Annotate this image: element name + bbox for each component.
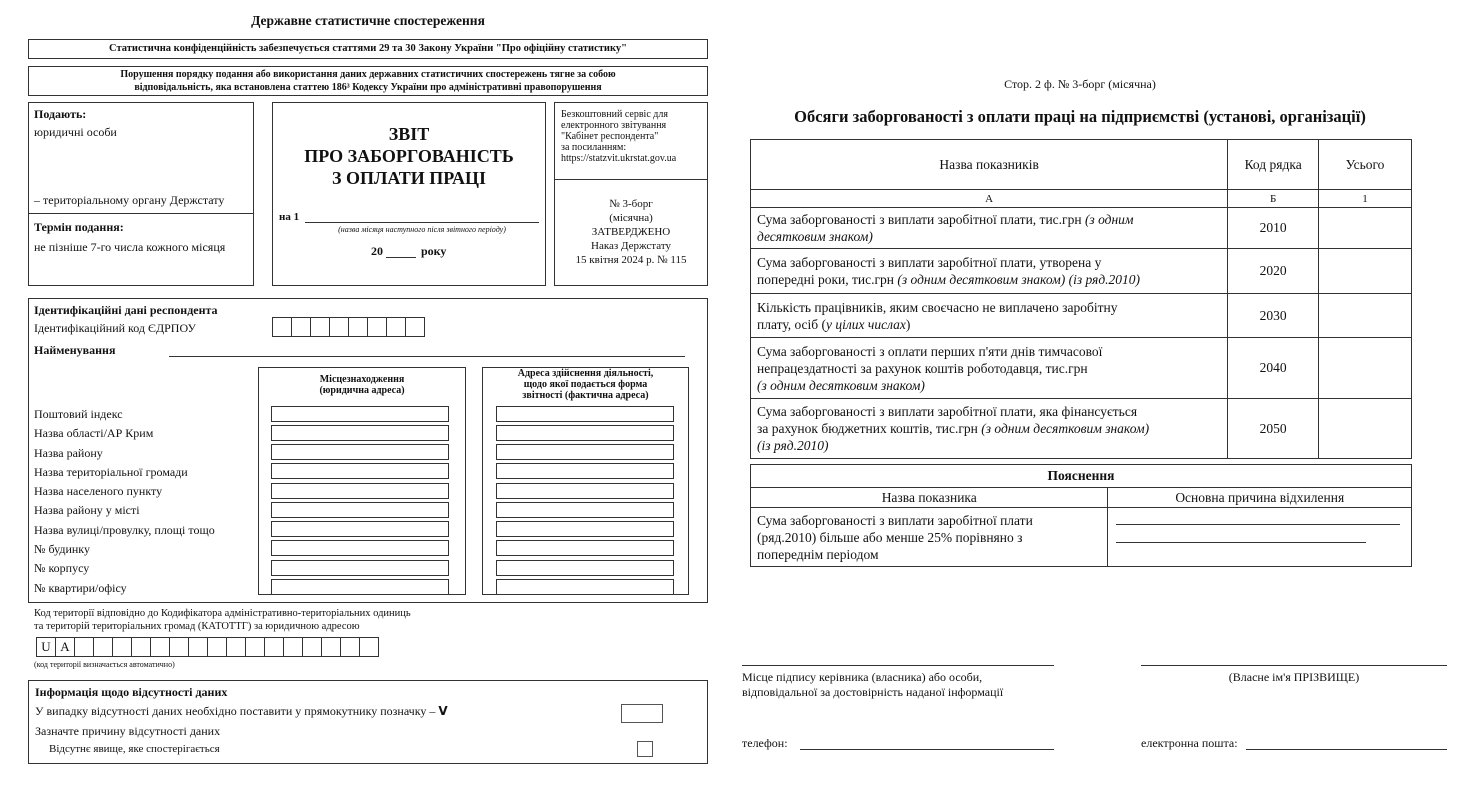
katottg-cell[interactable] — [131, 637, 151, 657]
edrpou-cell[interactable] — [386, 317, 406, 337]
address-label: Назва району — [34, 445, 103, 460]
address-label: № квартири/офісу — [34, 580, 127, 595]
ident-code-label: Ідентифікаційний код ЄДРПОУ — [34, 321, 196, 335]
signature-line[interactable] — [742, 652, 1054, 666]
actual-region-field[interactable] — [496, 425, 674, 441]
violation-note — [28, 66, 708, 96]
sub-a: А — [751, 190, 1228, 208]
submit-label: Подають: — [34, 107, 87, 121]
email-label: електронна пошта: — [1141, 736, 1238, 750]
katottg-cell[interactable] — [93, 637, 113, 657]
address-label: № будинку — [34, 542, 90, 557]
katottg-cell[interactable] — [321, 637, 341, 657]
submitter-box — [28, 102, 254, 286]
row-code: 2040 — [1228, 338, 1319, 399]
name-label: Найменування — [34, 343, 116, 357]
row-total-cell[interactable] — [1319, 208, 1412, 249]
actual-address-title-3: звітності (фактична адреса) — [522, 390, 649, 401]
legal-district-field[interactable] — [271, 444, 449, 460]
address-label: Назва району у місті — [34, 503, 140, 518]
actual-address-title-1: Адреса здійснення діяльності, — [517, 368, 654, 379]
name-signature-label: (Власне ім'я ПРІЗВИЩЕ) — [1228, 670, 1360, 684]
service-box — [554, 102, 708, 286]
row-total-cell[interactable] — [1319, 249, 1412, 294]
katottg-cell[interactable] — [169, 637, 189, 657]
table-row — [751, 338, 1412, 399]
sub-1: 1 — [1319, 190, 1412, 208]
absence-box — [28, 680, 708, 764]
confidentiality-note: Статистична конфіденційність забезпечується статтями 29 та 30 Закону України "Про офіційну статистику" — [28, 39, 708, 59]
page-ref: Стор. 2 ф. № 3-борг (місячна) — [1004, 77, 1156, 91]
report-title — [273, 123, 545, 189]
expl-reason-cell[interactable] — [1108, 508, 1412, 567]
explanation-table — [750, 464, 1412, 567]
address-labels — [34, 407, 215, 600]
signature-label-2: відповідальної за достовірність наданої інформації — [742, 685, 1004, 699]
absence-instruction: У випадку відсутності даних необхідно поставити у прямокутнику позначку – — [35, 704, 436, 718]
violation-line-1: Порушення порядку подання або використання даних державних статистичних спостережень тягне за собою — [120, 69, 616, 80]
col-total: Усього — [1319, 140, 1412, 190]
month-field[interactable] — [305, 211, 539, 223]
katottg-cell-a: A — [55, 637, 75, 657]
row-label: Сума заборгованості з оплати перших п'яти днів тимчасової непрацездатності за рахунок коштів роботодавця, тис.грн (з одним десятковим знаком) — [751, 338, 1228, 399]
expl-title: Пояснення — [751, 465, 1412, 488]
katottg-cell[interactable] — [245, 637, 265, 657]
edrpou-cell[interactable] — [272, 317, 292, 337]
row-code: 2050 — [1228, 399, 1319, 459]
service-text — [561, 109, 676, 164]
term-label: Термін подання: — [34, 220, 124, 234]
legal-block-field[interactable] — [271, 560, 449, 576]
right-title: Обсяги заборгованості з оплати праці на підприємстві (установі, організації) — [794, 107, 1366, 126]
katottg-label-1: Код території відповідно до Кодифікатора адміністративно-територіальних одиниць — [34, 608, 411, 619]
address-label: № корпусу — [34, 561, 90, 576]
actual-building-field[interactable] — [496, 540, 674, 556]
year-field[interactable] — [386, 244, 416, 258]
signature-label — [742, 670, 1003, 700]
report-title-2: ПРО ЗАБОРГОВАНІСТЬ — [304, 146, 514, 166]
form-approved: ЗАТВЕРДЖЕНО — [591, 226, 671, 238]
katottg-label — [34, 607, 411, 633]
katottg-cell[interactable] — [359, 637, 379, 657]
absence-checkbox[interactable] — [621, 704, 663, 723]
legal-apartment-field[interactable] — [271, 579, 449, 595]
edrpou-cell[interactable] — [310, 317, 330, 337]
col-code: Код рядка — [1228, 140, 1319, 190]
service-line-2: електронного звітування — [561, 120, 667, 131]
service-line-4: за посиланням: — [561, 142, 627, 153]
actual-district-field[interactable] — [496, 444, 674, 460]
check-mark-icon: V — [438, 704, 448, 718]
katottg-cell[interactable] — [150, 637, 170, 657]
address-label: Назва вулиці/провулку, площі тощо — [34, 522, 215, 537]
edrpou-cells[interactable] — [272, 317, 424, 337]
katottg-cell[interactable] — [264, 637, 284, 657]
katottg-cell[interactable] — [74, 637, 94, 657]
edrpou-cell[interactable] — [348, 317, 368, 337]
term-value: не пізніше 7-го числа кожного місяця — [34, 240, 226, 254]
expl-text-2: (ряд.2010) більше або менше 25% порівняно з — [757, 529, 1023, 545]
table-row — [751, 249, 1412, 294]
actual-street-field[interactable] — [496, 521, 674, 537]
absence-line — [35, 704, 448, 719]
absence-option-checkbox[interactable] — [637, 741, 653, 757]
row-label: Сума заборгованості з виплати заробітної плати, яка фінансується за рахунок бюджетних коштів, тис.грн (з одним десятковим знаком) (із ряд.2010) — [751, 399, 1228, 459]
form-info — [555, 197, 707, 267]
expl-text-3: попереднім періодом — [757, 546, 879, 562]
row-label: Кількість працівників, яким своєчасно не виплачено заробітну плату, осіб (у цілих числах) — [751, 294, 1228, 338]
survey-header: Державне статистичне спостереження — [251, 13, 485, 28]
col-name: Назва показників — [751, 140, 1228, 190]
row-label: Сума заборгованості з виплати заробітної плати, тис.грн (з одним десятковим знаком) — [751, 208, 1228, 249]
legal-building-field[interactable] — [271, 540, 449, 556]
expl-text — [751, 508, 1108, 567]
phone-label: телефон: — [742, 736, 788, 750]
email-field[interactable] — [1246, 736, 1447, 750]
katottg-cell[interactable] — [340, 637, 360, 657]
row-code: 2030 — [1228, 294, 1319, 338]
year-suffix: року — [421, 244, 447, 258]
katottg-cell[interactable] — [226, 637, 246, 657]
katottg-cells[interactable] — [36, 637, 378, 657]
expl-text-1: Сума заборгованості з виплати заробітної плати — [757, 512, 1033, 528]
on-label: на 1 — [279, 211, 300, 223]
legal-address-title-2: (юридична адреса) — [319, 385, 405, 396]
row-code: 2020 — [1228, 249, 1319, 294]
legal-address-title-1: Місцезнаходження — [319, 374, 405, 385]
form-order: Наказ Держстату — [591, 240, 671, 252]
form-periodicity: (місячна) — [609, 212, 653, 224]
service-line-3: "Кабінет респондента" — [561, 131, 659, 142]
year-prefix: 20 — [371, 244, 383, 258]
address-label: Поштовий індекс — [34, 407, 123, 421]
name-signature-line[interactable] — [1141, 652, 1447, 666]
actual-apartment-field[interactable] — [496, 579, 674, 595]
month-hint: (назва місяця наступного після звітного періоду) — [338, 225, 506, 234]
actual-address-title-2: щодо якої подається форма — [523, 379, 648, 390]
row-total-cell[interactable] — [1319, 294, 1412, 338]
expl-col1: Назва показника — [751, 488, 1108, 508]
service-line-1: Безкоштовний сервіс для — [561, 109, 668, 120]
submit-who: юридичні особи — [34, 125, 117, 139]
legal-city-district-field[interactable] — [271, 502, 449, 518]
actual-address-title — [483, 368, 688, 401]
phone-field[interactable] — [800, 736, 1054, 750]
legal-address-title — [259, 374, 465, 396]
submit-to: – територіальному органу Держстату — [34, 193, 225, 207]
actual-community-field[interactable] — [496, 463, 674, 479]
absence-title: Інформація щодо відсутності даних — [35, 685, 228, 699]
katottg-cell[interactable] — [302, 637, 322, 657]
name-field[interactable] — [169, 343, 685, 357]
report-title-3: З ОПЛАТИ ПРАЦІ — [331, 168, 487, 188]
absence-reason: Зазначте причину відсутності даних — [35, 724, 221, 738]
edrpou-cell[interactable] — [367, 317, 387, 337]
katottg-cell[interactable] — [283, 637, 303, 657]
legal-community-field[interactable] — [271, 463, 449, 479]
actual-block-field[interactable] — [496, 560, 674, 576]
edrpou-cell[interactable] — [329, 317, 349, 337]
form-order-date: 15 квітня 2024 р. № 115 — [575, 254, 687, 266]
katottg-cell[interactable] — [112, 637, 132, 657]
table-row — [751, 294, 1412, 338]
katottg-cell[interactable] — [207, 637, 227, 657]
row-label: Сума заборгованості з виплати заробітної плати, утворена у попередні роки, тис.грн (з одним десятковим знаком) (із ряд.2010) — [751, 249, 1228, 294]
row-code: 2010 — [1228, 208, 1319, 249]
legal-postal-field[interactable] — [271, 406, 449, 422]
katottg-cell[interactable] — [188, 637, 208, 657]
row-total-cell[interactable] — [1319, 399, 1412, 459]
sub-b: Б — [1228, 190, 1319, 208]
katottg-label-2: та територій територіальних громад (КАТОТТГ) за юридичною адресою — [34, 621, 360, 632]
address-label: Назва населеного пункту — [34, 484, 163, 499]
row-total-cell[interactable] — [1319, 338, 1412, 399]
edrpou-cell[interactable] — [405, 317, 425, 337]
legal-street-field[interactable] — [271, 521, 449, 537]
signature-label-1: Місце підпису керівника (власника) або особи, — [742, 670, 983, 684]
katottg-cell-u: U — [36, 637, 56, 657]
identification-box — [28, 298, 708, 603]
report-title-box — [272, 102, 546, 286]
actual-city-district-field[interactable] — [496, 502, 674, 518]
legal-region-field[interactable] — [271, 425, 449, 441]
actual-settlement-field[interactable] — [496, 483, 674, 499]
table-row — [751, 208, 1412, 249]
legal-settlement-field[interactable] — [271, 483, 449, 499]
address-label: Назва територіальної громади — [34, 464, 188, 479]
report-title-1: ЗВІТ — [388, 124, 430, 144]
edrpou-cell[interactable] — [291, 317, 311, 337]
katottg-hint: (код території визначається автоматично) — [34, 660, 175, 669]
service-link[interactable]: https://statzvit.ukrstat.gov.ua — [561, 153, 677, 164]
form-number: № 3-борг — [609, 198, 653, 210]
ident-title: Ідентифікаційні дані респондента — [34, 303, 218, 317]
expl-col2: Основна причина відхилення — [1108, 488, 1412, 508]
absence-option: Відсутнє явище, яке спостерігається — [49, 743, 220, 755]
violation-line-2: відповідальність, яка встановлена статтею 186³ Кодексу України про адміністративні правопорушення — [134, 82, 602, 93]
actual-postal-field[interactable] — [496, 406, 674, 422]
indicators-table — [750, 139, 1412, 459]
table-row — [751, 399, 1412, 459]
address-label: Назва області/АР Крим — [34, 426, 154, 441]
